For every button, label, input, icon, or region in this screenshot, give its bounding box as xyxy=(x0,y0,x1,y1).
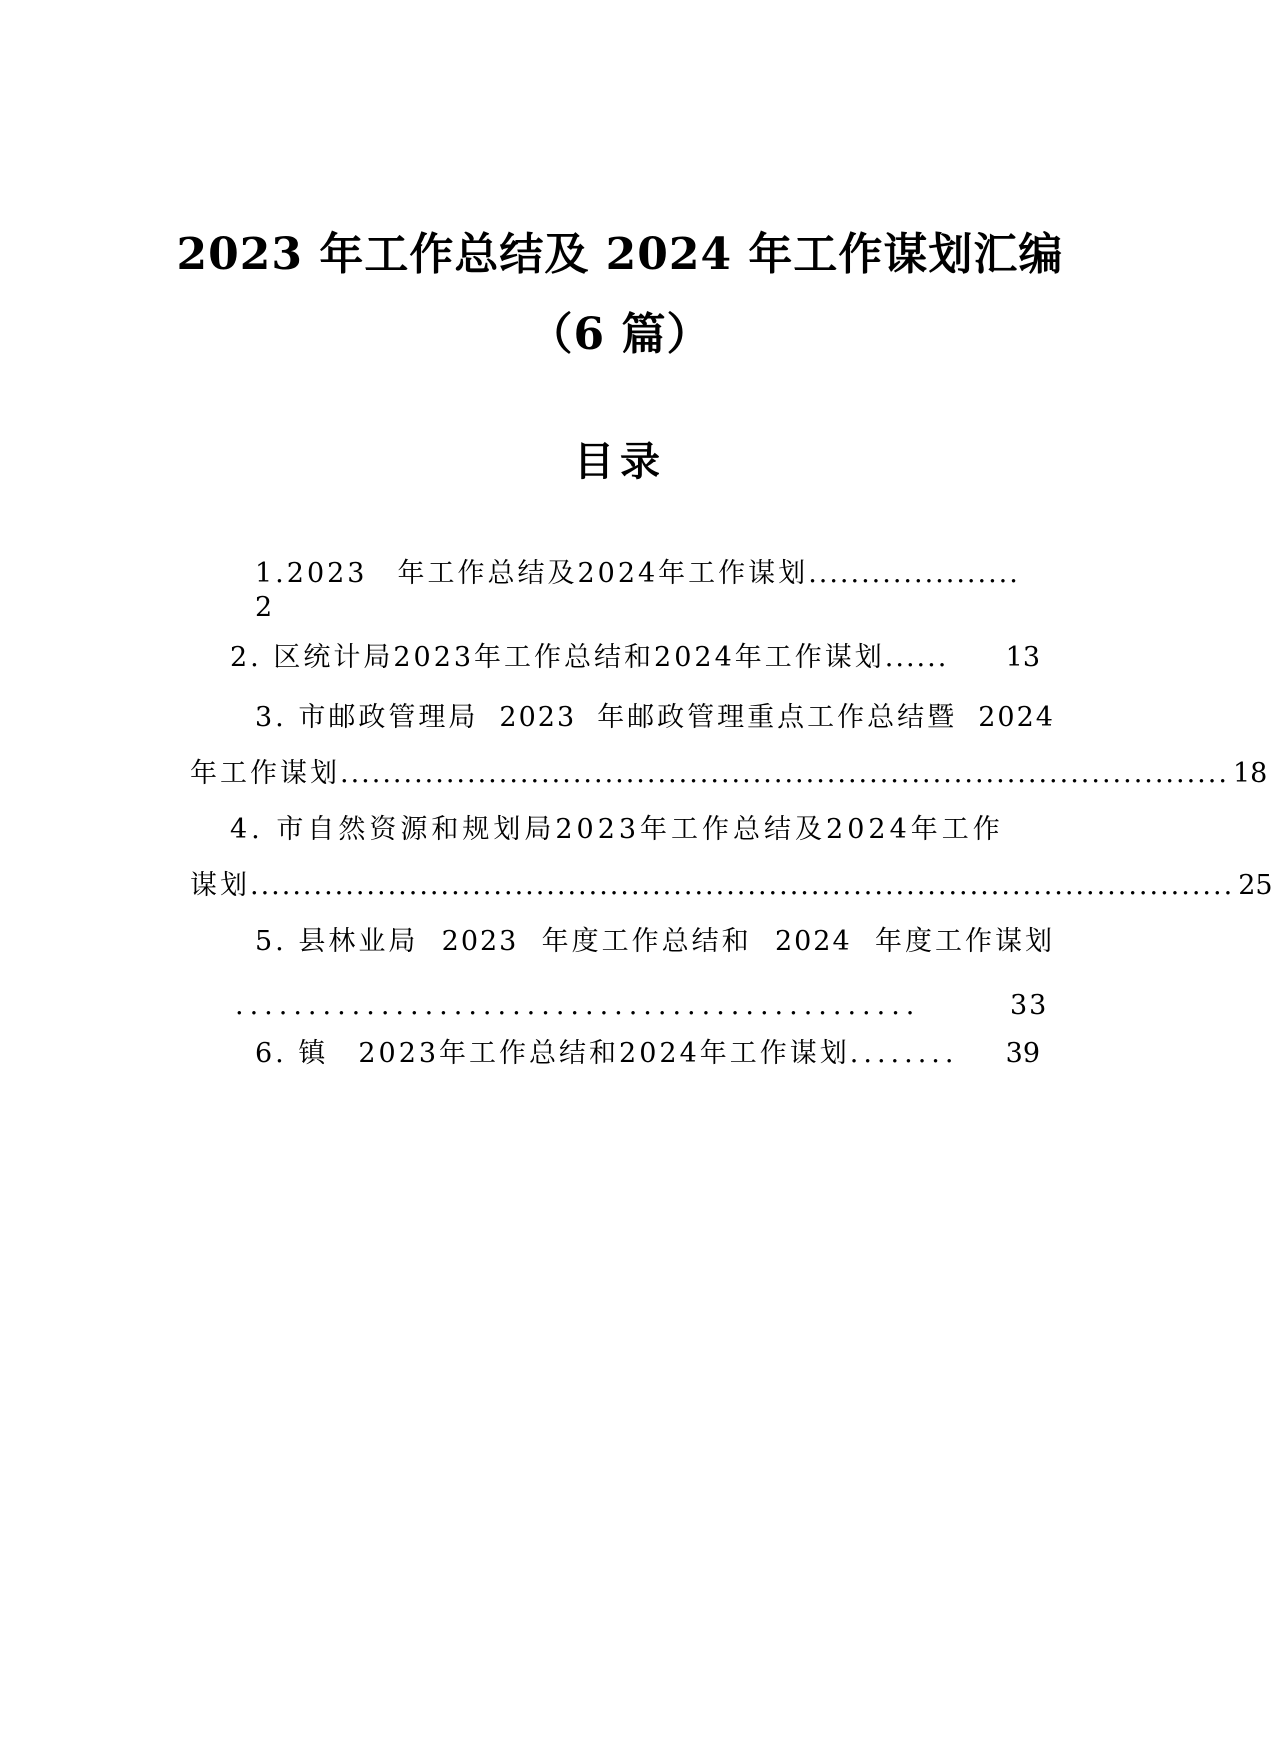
toc-entry-4-title: 谋划 xyxy=(190,870,250,901)
document-subtitle: （6 篇） xyxy=(528,309,712,360)
toc-entry-2-page: 13 xyxy=(1005,642,1040,673)
toc-leader-dots: ............................................... xyxy=(235,990,921,1021)
toc-entry-3-part: 2024 xyxy=(978,702,1055,733)
toc-entry-5-page: 33 xyxy=(1010,990,1049,1021)
toc-entry-5-part: 年度工作总结和 xyxy=(541,926,752,957)
toc-entry-3-part: 3. 市邮政管理局 xyxy=(255,702,479,733)
toc-entry-1-page: 2 xyxy=(255,592,273,623)
toc-entry-5-line1[interactable] xyxy=(255,924,1055,960)
toc-entry-6-title: 6. 镇 2023年工作总结和2024年工作谋划 xyxy=(255,1038,850,1069)
document-title: 2023 年工作总结及 2024 年工作谋划汇编 xyxy=(176,229,1064,280)
toc-entry-5-part: 2023 xyxy=(441,926,519,957)
toc-entry-1[interactable] xyxy=(255,556,1035,592)
toc-leader-dots: .................... xyxy=(808,558,1020,589)
toc-entry-6-page: 39 xyxy=(1005,1038,1040,1069)
toc-entry-3-part: 2023 xyxy=(499,702,577,733)
toc-entry-1-title: 1.2023 年工作总结及2024年工作谋划 xyxy=(255,558,809,589)
toc-entry-3-page: 18 xyxy=(1232,758,1268,789)
toc-entry-4-page: 25 xyxy=(1238,870,1273,901)
toc-entry-5-part: 5. 县林业局 xyxy=(255,926,419,957)
toc-entry-5-part: 2024 xyxy=(774,926,852,957)
toc-heading: 目录 xyxy=(574,438,666,485)
toc-entry-5-part: 年度工作谋划 xyxy=(874,926,1055,957)
toc-entry-4-line1[interactable]: 4. 市自然资源和规划局2023年工作总结及2024年工作 xyxy=(230,814,1004,845)
toc-leader-dots: ........ xyxy=(849,1038,959,1069)
toc-leader-dots: .................................................................................... xyxy=(340,758,1229,789)
toc-entry-4[interactable] xyxy=(190,868,1273,904)
toc-entry-6[interactable] xyxy=(255,1036,1040,1072)
toc-leader-dots: ...... xyxy=(884,642,949,673)
toc-entry-3-title: 年工作谋划 xyxy=(190,758,340,789)
toc-leader-dots: ............................................................................................. xyxy=(250,870,1235,901)
toc-entry-3-part: 年邮政管理重点工作总结暨 xyxy=(597,702,958,733)
toc-entry-3-line1[interactable] xyxy=(255,700,1055,736)
toc-entry-3[interactable] xyxy=(190,756,1268,792)
toc-entry-2[interactable] xyxy=(230,640,1040,676)
toc-entry-2-title: 2. 区统计局2023年工作总结和2024年工作谋划 xyxy=(230,642,885,673)
